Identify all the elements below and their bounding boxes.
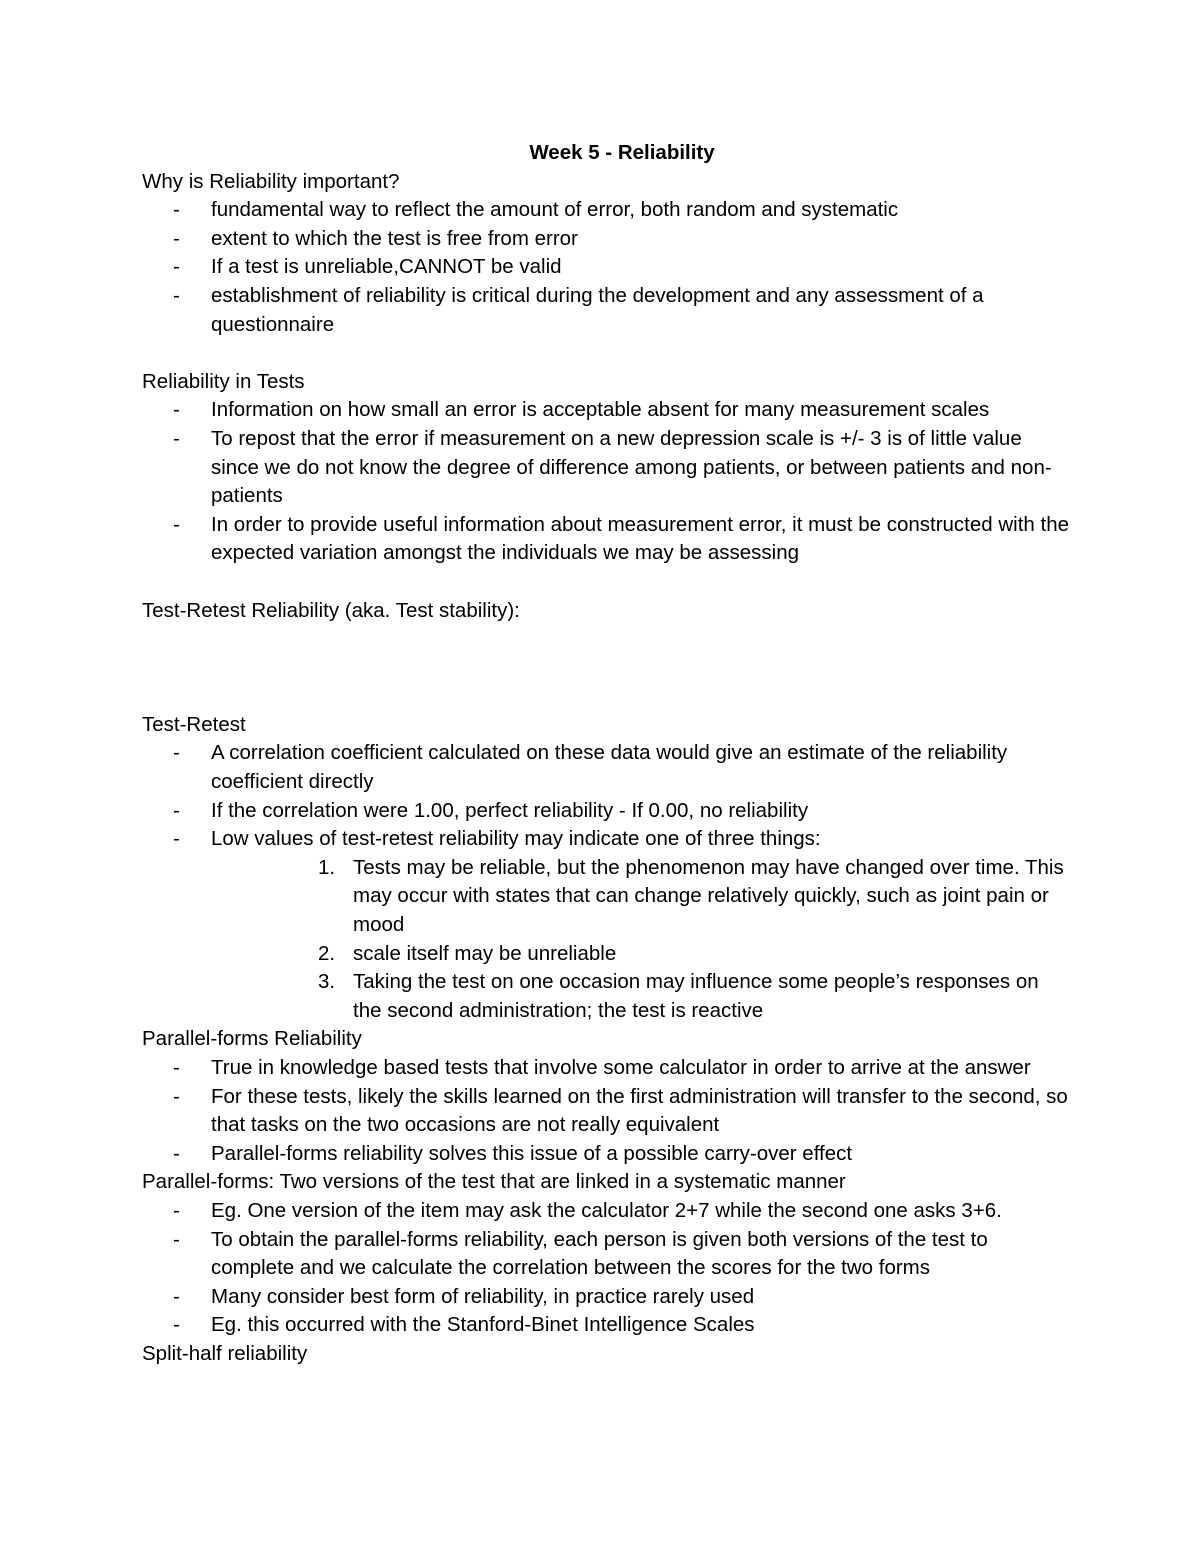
- spacer: [142, 568, 1072, 597]
- dash-bullet: -: [173, 798, 180, 822]
- list-item-text: To obtain the parallel-forms reliability, each person is given both versions of the test to complete and we calculate the correlation between the scores for the two forms: [211, 1227, 988, 1280]
- dash-bullet: -: [173, 1084, 180, 1108]
- number-marker: 3.: [318, 970, 336, 994]
- list-item: [142, 825, 1072, 854]
- numbered-item: [142, 940, 1072, 969]
- list-item: [142, 196, 1072, 225]
- dash-bullet: -: [173, 1227, 180, 1251]
- numbered-item-text: scale itself may be unreliable: [353, 941, 617, 965]
- dash-bullet: -: [173, 827, 180, 851]
- section-heading-in-tests: Reliability in Tests: [142, 369, 305, 393]
- list-item: [142, 1140, 1072, 1169]
- section-heading-test-retest: Test-Retest: [142, 712, 246, 736]
- numbered-item-text: Taking the test on one occasion may influence some people’s responses on the second administration; the test is reactive: [353, 970, 1039, 1022]
- list-item: [142, 225, 1072, 254]
- dash-bullet: -: [173, 226, 180, 250]
- list-item-text: fundamental way to reflect the amount of error, both random and systematic: [211, 198, 899, 222]
- number-marker: 1.: [318, 855, 336, 879]
- list-item: [142, 282, 1072, 339]
- bullet-list-test-retest: [142, 739, 1072, 853]
- bullet-list-parallel-forms: [142, 1197, 1072, 1340]
- list-item: [142, 1226, 1072, 1283]
- list-item-text: Eg. One version of the item may ask the calculator 2+7 while the second one asks 3+6.: [211, 1198, 1002, 1222]
- section-heading-parallel-reliability: Parallel-forms Reliability: [142, 1027, 362, 1051]
- list-item: [142, 396, 1072, 425]
- list-item-text: If the correlation were 1.00, perfect reliability - If 0.00, no reliability: [211, 798, 809, 822]
- section-heading-why: Why is Reliability important?: [142, 169, 400, 193]
- dash-bullet: -: [173, 512, 180, 536]
- list-item: [142, 1311, 1072, 1340]
- list-item-text: Parallel-forms reliability solves this issue of a possible carry-over effect: [211, 1141, 853, 1165]
- dash-bullet: -: [173, 1198, 180, 1222]
- list-item-text: Information on how small an error is acceptable absent for many measurement scales: [211, 398, 990, 422]
- spacer: [142, 625, 1072, 711]
- list-item-text: establishment of reliability is critical during the development and any assessment of a questionnaire: [211, 283, 984, 336]
- numbered-item-text: Tests may be reliable, but the phenomenon may have changed over time. This may occur with states that can change relatively quickly, such as joint pain or mood: [353, 855, 1064, 937]
- list-item: [142, 1083, 1072, 1140]
- dash-bullet: -: [173, 1284, 180, 1308]
- list-item: [142, 1054, 1072, 1083]
- section-heading-split-half: Split-half reliability: [142, 1341, 308, 1365]
- list-item-text: A correlation coefficient calculated on these data would give an estimate of the reliability coefficient directly: [211, 741, 1008, 794]
- dash-bullet: -: [173, 741, 180, 765]
- list-item-text: True in knowledge based tests that involve some calculator in order to arrive at the answer: [211, 1056, 1031, 1080]
- list-item: [142, 797, 1072, 826]
- numbered-item: [142, 854, 1072, 940]
- section-heading-parallel-forms: Parallel-forms: Two versions of the test that are linked in a systematic manner: [142, 1170, 846, 1194]
- dash-bullet: -: [173, 255, 180, 279]
- numbered-item: [142, 968, 1072, 1025]
- spacer: [142, 339, 1072, 368]
- list-item-text: Eg. this occurred with the Stanford-Binet Intelligence Scales: [211, 1313, 755, 1337]
- list-item-text: For these tests, likely the skills learned on the first administration will transfer to the second, so that tasks on the two occasions are not really equivalent: [211, 1084, 1068, 1137]
- dash-bullet: -: [173, 426, 180, 450]
- dash-bullet: -: [173, 283, 180, 307]
- list-item: [142, 425, 1072, 511]
- dash-bullet: -: [173, 1141, 180, 1165]
- dash-bullet: -: [173, 398, 180, 422]
- bullet-list-why: [142, 196, 1072, 339]
- list-item: [142, 1283, 1072, 1312]
- numbered-list-test-retest: [142, 854, 1072, 1026]
- list-item-text: To repost that the error if measurement on a new depression scale is +/- 3 is of little value since we do not know the degree of difference among patients, or between patients and non-patients: [211, 426, 1052, 508]
- list-item-text: Low values of test-retest reliability may indicate one of three things:: [211, 827, 821, 851]
- list-item-text: If a test is unreliable,CANNOT be valid: [211, 255, 562, 279]
- bullet-list-parallel-reliability: [142, 1054, 1072, 1168]
- dash-bullet: -: [173, 1056, 180, 1080]
- section-heading-test-retest-reliability: Test-Retest Reliability (aka. Test stability):: [142, 598, 520, 622]
- list-item: [142, 253, 1072, 282]
- list-item: [142, 739, 1072, 796]
- dash-bullet: -: [173, 198, 180, 222]
- document-body: [142, 139, 1072, 1369]
- list-item: [142, 1197, 1072, 1226]
- dash-bullet: -: [173, 1313, 180, 1337]
- number-marker: 2.: [318, 941, 336, 965]
- bullet-list-in-tests: [142, 396, 1072, 568]
- document-title: Week 5 - Reliability: [529, 141, 715, 164]
- list-item-text: extent to which the test is free from error: [211, 226, 578, 250]
- list-item-text: In order to provide useful information about measurement error, it must be constructed with the expected variation amongst the individuals we may be assessing: [211, 512, 1070, 565]
- list-item-text: Many consider best form of reliability, in practice rarely used: [211, 1284, 755, 1308]
- list-item: [142, 511, 1072, 568]
